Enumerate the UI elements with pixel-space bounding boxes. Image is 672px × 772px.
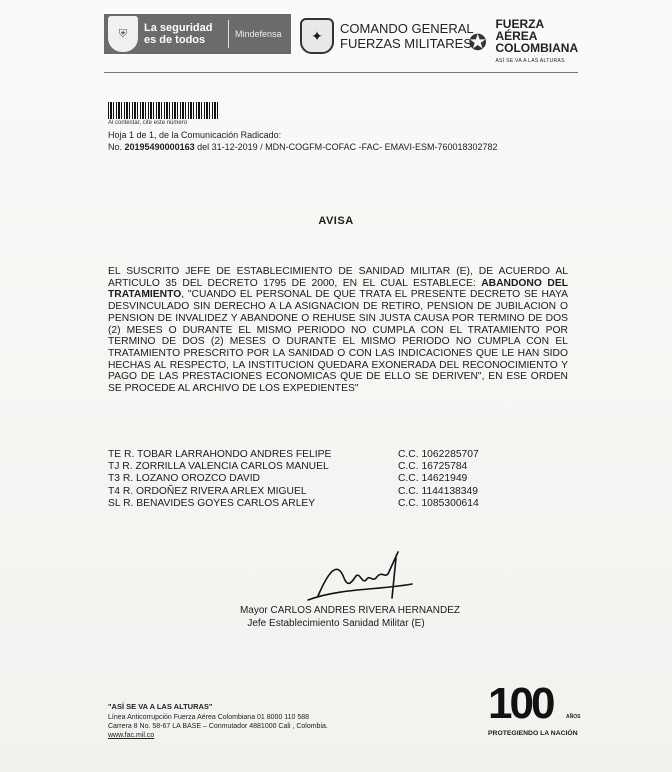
footer-line2: Carrera 8 No. 58-67 LA BASE – Conmutador 4881000 Cali , Colombia. bbox=[108, 723, 328, 730]
person-id: C.C. 1144138349 bbox=[398, 485, 478, 497]
command-line2: FUERZAS MILITARES bbox=[340, 36, 472, 51]
list-item bbox=[108, 461, 568, 473]
command-name bbox=[340, 21, 474, 51]
radicado-number bbox=[108, 142, 498, 152]
number-value: 20195490000163 bbox=[124, 142, 195, 152]
footer bbox=[108, 702, 328, 740]
fac-motto: ASÍ SE VA A LAS ALTURAS bbox=[495, 58, 565, 64]
anniversary-logo bbox=[488, 680, 580, 742]
footer-website-link[interactable]: www.fac.mil.co bbox=[108, 732, 155, 739]
list-item bbox=[108, 486, 568, 498]
gov-slogan-line1: La seguridad bbox=[144, 22, 213, 34]
fac-logo bbox=[464, 18, 581, 67]
barcode bbox=[108, 102, 218, 119]
command-line1: COMANDO GENERAL bbox=[340, 21, 474, 36]
handwritten-signature bbox=[300, 548, 420, 608]
government-banner bbox=[104, 14, 291, 54]
colombia-shield-icon: ⛨ bbox=[108, 16, 138, 52]
body-part2: , "CUANDO EL PERSONAL DE QUE TRATA EL PRESENTE DECRETO SE HAYA DESVINCULADO SIN DERECHO A LA ASIGNACION DE RETIRO, PENSION DE JUBILACION O PENSION DE INVALIDEZ Y ABANDONE O REHUSE SIN JUSTA CAUSA POR TERMINO DE DOS (2) MESES O DURANTE EL MISMO PERIODO NO CUMPLA CON EL TRATAMIENTO POR TERMINO DE DOS (2) MESES O DURANTE EL MISMO PERIODO NO CUMPLA CON EL TRATAMIENTO PRESCRITO POR LA SANIDAD O CON LAS INDICACIONES QUE LE HAN SIDO HECHAS AL RESPECTO, LA INSTITUCION QUEDARA EXONERADA DEL RECONOCIMIENTO Y PAGO DE LAS PRESTACIONES ECONOMICAS QUE DE ELLO SE DERIVEN", EN ESE ORDEN SE PROCEDE AL ARCHIVO DE LOS EXPEDIENTES" bbox=[108, 289, 568, 395]
header-rule bbox=[104, 72, 578, 73]
footer-motto: "ASÍ SE VA A LAS ALTURAS" bbox=[108, 702, 213, 711]
person-id: C.C. 1062285707 bbox=[398, 449, 479, 460]
body-bold: ABANDONO DEL TRATAMIENTO bbox=[108, 277, 568, 301]
banner-divider bbox=[228, 20, 229, 48]
gov-slogan-line2: es de todos bbox=[144, 34, 206, 46]
person-name: T4 R. ORDOÑEZ RIVERA ARLEX MIGUEL bbox=[108, 485, 307, 497]
fac-line1: FUERZA AÉREA bbox=[495, 17, 544, 43]
fac-emblem-icon: ✪ bbox=[468, 29, 487, 55]
person-name: SL R. BENAVIDES GOYES CARLOS ARLEY bbox=[108, 497, 316, 509]
person-id: C.C. 14621949 bbox=[398, 473, 468, 485]
number-prefix: No. bbox=[108, 142, 123, 152]
person-id: C.C. 1085300614 bbox=[398, 497, 479, 509]
person-name: TJ R. ZORRILLA VALENCIA CARLOS MANUEL bbox=[108, 461, 329, 473]
command-logo bbox=[300, 18, 474, 54]
list-item bbox=[108, 449, 568, 461]
list-item bbox=[108, 498, 568, 510]
fac-name bbox=[495, 18, 580, 67]
signer-name: Mayor CARLOS ANDRES RIVERA HERNANDEZ bbox=[239, 605, 461, 616]
person-name: TE R. TOBAR LARRAHONDO ANDRES FELIPE bbox=[108, 449, 332, 460]
person-id: C.C. 16725784 bbox=[398, 461, 468, 473]
ministry-label: Mindefensa bbox=[235, 29, 282, 39]
fac-line2: COLOMBIANA bbox=[495, 41, 579, 55]
body-part1: EL SUSCRITO JEFE DE ESTABLECIMIENTO DE SANIDAD MILITAR (E), DE ACUERDO AL ARTICULO 35 DEL DECRETO 1795 DE 2000, EN EL CUAL ESTABLECE: bbox=[108, 266, 568, 289]
government-slogan bbox=[144, 22, 222, 46]
number-suffix: del 31-12-2019 / MDN-COGFM-COFAC -FAC- EMAVI-ESM-760018302782 bbox=[197, 142, 498, 152]
footer-line1: Línea Anticorrupción Fuerza Aérea Colombiana 01 8000 110 588 bbox=[108, 714, 310, 721]
anniversary-slogan: PROTEGIENDO LA NACIÓN bbox=[488, 730, 578, 737]
body-paragraph bbox=[108, 266, 568, 395]
document-title: AVISA bbox=[318, 215, 354, 227]
person-name: T3 R. LOZANO OROZCO DAVID bbox=[108, 473, 260, 485]
list-item bbox=[108, 473, 568, 485]
signer-block bbox=[0, 604, 672, 630]
people-list bbox=[108, 449, 568, 510]
letterhead bbox=[104, 14, 578, 64]
cgfm-crest-icon: ✦ bbox=[300, 18, 334, 54]
anniversary-number: 100 bbox=[488, 679, 553, 728]
page-line: Hoja 1 de 1, de la Comunicación Radicado: bbox=[108, 130, 282, 140]
signer-position: Jefe Establecimiento Sanidad Militar (E) bbox=[247, 618, 425, 629]
cite-label: Al contestar, cite este número bbox=[108, 120, 188, 126]
anniversary-anos: AÑOS bbox=[566, 714, 581, 720]
